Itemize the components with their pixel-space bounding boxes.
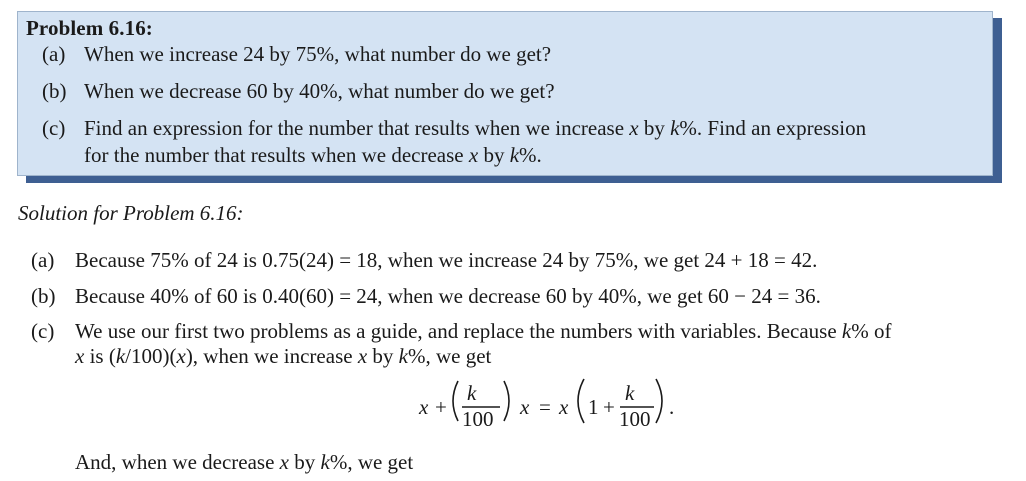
eq-paren-open-1 [453,381,458,421]
solution-part-c-line2: x is (k/100)(x), when we increase x by k%, we get [75,344,492,368]
eq-equals: = [539,395,551,419]
eq-x-1: x [419,395,429,419]
solution-part-a-label: (a) [31,248,55,272]
eq-one: 1 [588,395,599,419]
problem-part-c-line1: Find an expression for the number that results when we increase x by k%. Find an expression [84,116,867,140]
problem-title: Problem 6.16: [26,16,153,40]
eq-x-2: x [520,395,530,419]
solution-part-c-line1: We use our first two problems as a guide, and replace the numbers with variables. Because k% of [75,319,892,343]
eq-k-2: k [625,381,635,405]
eq-period: . [669,395,675,419]
eq-k-1: k [467,381,477,405]
eq-plus-2: + [603,395,615,419]
problem-part-b-text: When we decrease 60 by 40%, what number do we get? [84,79,555,103]
solution-part-b-text: Because 40% of 60 is 0.40(60) = 24, when we decrease 60 by 40%, we get 60 − 24 = 36. [75,284,821,308]
problem-part-b-label: (b) [42,79,67,103]
solution-part-c-label: (c) [31,319,55,343]
problem-part-a-text: When we increase 24 by 75%, what number do we get? [84,42,552,66]
problem-part-a-label: (a) [42,42,66,66]
eq-paren-close-1 [504,381,509,421]
problem-box [17,11,993,176]
eq-x-3: x [559,395,569,419]
eq-paren-open-2 [578,379,584,423]
problem-part-c-line2: for the number that results when we decrease x by k%. [84,143,542,167]
solution-title: Solution for Problem 6.16: [18,201,244,225]
solution-part-a-text: Because 75% of 24 is 0.75(24) = 18, when we increase 24 by 75%, we get 24 + 18 = 42. [75,248,818,272]
eq-denominator-2: 100 [619,407,651,431]
eq-denominator-1: 100 [462,407,494,431]
percent-change-equation [0,373,1026,443]
solution-part-c-closing: And, when we decrease x by k%, we get [75,450,414,474]
eq-paren-close-2 [656,379,662,423]
eq-plus-1: + [435,395,447,419]
solution-part-b-label: (b) [31,284,56,308]
problem-part-c-label: (c) [42,116,66,140]
